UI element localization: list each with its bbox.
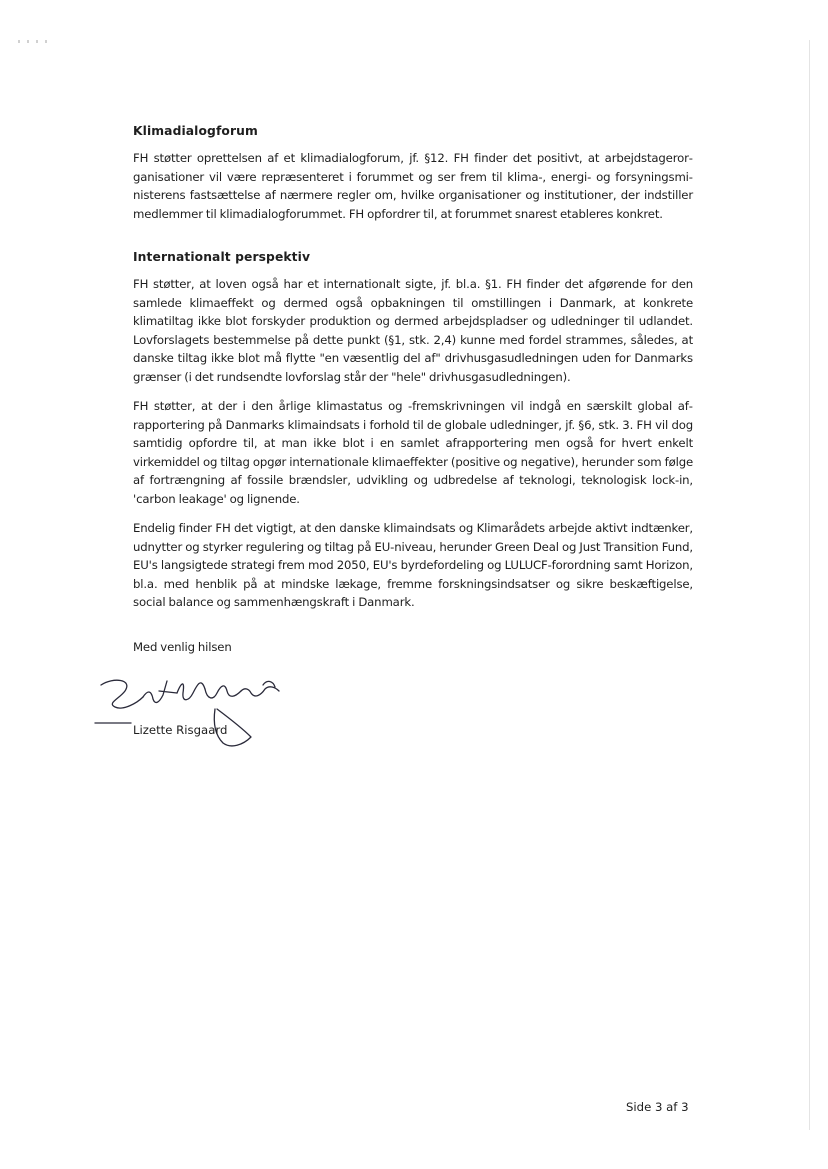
page-number: Side 3 af 3	[626, 1100, 689, 1114]
signature-block	[133, 667, 693, 757]
page-edge	[809, 40, 810, 1130]
section-klimadialogforum	[133, 122, 693, 223]
closing-salutation: Med venlig hilsen	[133, 639, 232, 654]
paragraph: Endelig finder FH det vigtigt, at den danske klimaindsats og Klimarådets arbejde aktivt indtænker, udnytter og styrker regulering og tiltag på EU-niveau, herunder Green Deal og Just Transition Fund, EU's langsigtede strategi frem mod 2050, EU's byrdefordeling og LULUCF-forordning samt Horizon, bl.a. med henblik på at mindske lækage, fremme forskningsindsatser og sikre beskæftigelse, social balance og sammenhængskraft i Danmark.	[133, 521, 693, 609]
scan-artifact	[18, 40, 48, 43]
handwritten-signature	[93, 673, 323, 753]
paragraph: FH støtter oprettelsen af et klimadialogforum, jf. §12. FH finder det positivt, at arbejdstagerorganisationer vil være repræsenteret i forummet og ser frem til klima-, energi- og forsyningsministerens fastsættelse af nærmere regler om, hvilke organisationer og institutioner, der indstiller medlemmer til klimadialogforummet. FH opfordrer til, at forummet snarest etableres konkret.	[133, 151, 693, 221]
section-heading: Internationalt perspektiv	[133, 250, 311, 264]
section-internationalt-perspektiv	[133, 248, 693, 612]
section-heading: Klimadialogforum	[133, 124, 258, 138]
signer-name: Lizette Risgaard	[133, 723, 228, 737]
paragraph: FH støtter, at der i den årlige klimastatus og -fremskrivningen vil indgå en særskilt global afrapportering på Danmarks klimaindsats i forhold til de globale udledninger, jf. §6, stk. 3. FH vil dog samtidig opfordre til, at man ikke blot i en samlet afrapportering men også for hvert enkelt virkemiddel og tiltag opgør internationale klimaeffekter (positive og negative), herunder som følge af fortrængning af fossile brændsler, udvikling og udbredelse af teknologi, teknologisk lock-in, 'carbon leakage' og lignende.	[133, 399, 693, 506]
letter-body	[133, 122, 693, 757]
paragraph: FH støtter, at loven også har et internationalt sigte, jf. bl.a. §1. FH finder det afgørende for den samlede klimaeffekt og dermed også opbakningen til omstillingen i Danmark, at konkrete klimatiltag ikke blot forskyder produktion og dermed arbejdspladser og udledninger til udlandet. Lovforslagets bestemmelse på dette punkt (§1, stk. 2,4) kunne med fordel strammes, således, at danske tiltag ikke blot må flytte "en væsentlig del af" drivhusgasudledningen uden for Danmarks grænser (i det rundsendte lovforslag står der "hele" drivhusgasudledningen).	[133, 277, 693, 384]
